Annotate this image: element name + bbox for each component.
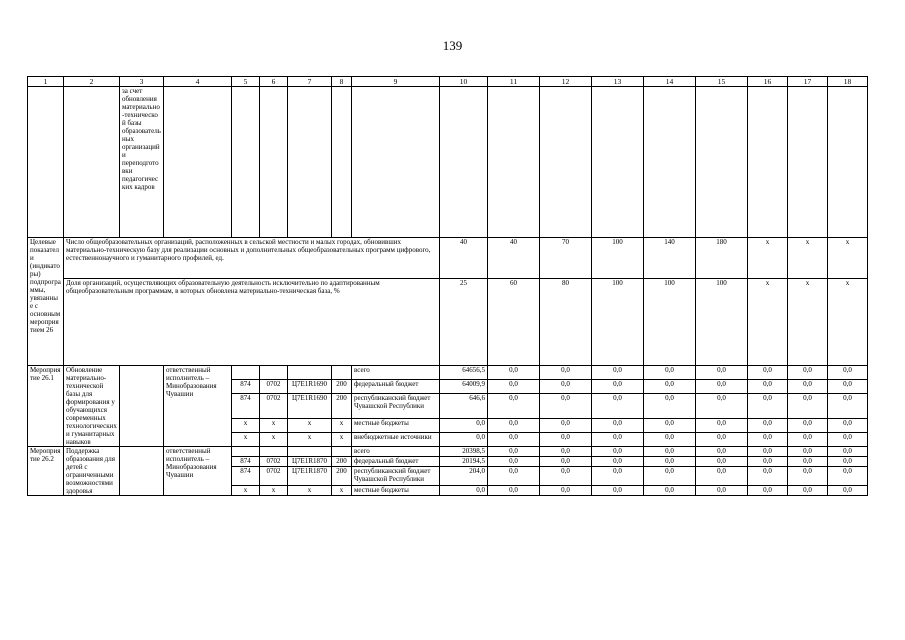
- funding-value: 0,0: [828, 485, 868, 495]
- funding-value: 0,0: [748, 379, 788, 393]
- column-number-header: 14: [644, 77, 696, 87]
- target-article-code: Ц7Е1R1690: [288, 393, 332, 419]
- expense-type-code: 200: [332, 393, 352, 419]
- funding-value: 0,0: [828, 457, 868, 467]
- ministry-code: 874: [232, 393, 260, 419]
- funding-value: 0,0: [644, 366, 696, 380]
- indicator-row: [28, 279, 868, 366]
- target-article-code: [288, 447, 332, 457]
- measure-executor: ответственный исполнитель – Минобразования Чувашии: [164, 366, 232, 447]
- ministry-code: [232, 447, 260, 457]
- section-code: x: [260, 433, 288, 447]
- funding-value: 0,0: [696, 457, 748, 467]
- section-code: 0702: [260, 393, 288, 419]
- target-article-code: x: [288, 433, 332, 447]
- funding-value: 0,0: [644, 447, 696, 457]
- target-article-code: Ц7Е1R1690: [288, 379, 332, 393]
- column-number-header: 18: [828, 77, 868, 87]
- target-article-code: Ц7Е1R1870: [288, 467, 332, 486]
- funding-value: 0,0: [540, 379, 592, 393]
- funding-value: 0,0: [592, 447, 644, 457]
- funding-value: 0,0: [592, 393, 644, 419]
- column-number-header: 2: [64, 77, 120, 87]
- funding-value: 0,0: [788, 467, 828, 486]
- indicator-value: 100: [696, 279, 748, 366]
- funding-value: 0,0: [696, 467, 748, 486]
- funding-value: 0,0: [828, 366, 868, 380]
- funding-value: 0,0: [748, 457, 788, 467]
- funding-value: 0,0: [440, 419, 488, 433]
- funding-value: 0,0: [748, 393, 788, 419]
- expense-type-code: [332, 447, 352, 457]
- funding-value: 0,0: [748, 366, 788, 380]
- funding-value: 64656,5: [440, 366, 488, 380]
- funding-value: 0,0: [644, 393, 696, 419]
- column-number-header: 13: [592, 77, 644, 87]
- section-code: x: [260, 419, 288, 433]
- funding-value: 0,0: [696, 393, 748, 419]
- funding-value: 0,0: [592, 485, 644, 495]
- ministry-code: x: [232, 433, 260, 447]
- measure-executor: ответственный исполнитель – Минобразования Чувашии: [164, 447, 232, 496]
- page-number: 139: [442, 38, 463, 53]
- column-number-header: 11: [488, 77, 540, 87]
- funding-value: 0,0: [592, 366, 644, 380]
- funding-source: республиканский бюджет Чувашской Республики: [352, 467, 440, 486]
- funding-value: 0,0: [440, 433, 488, 447]
- expense-type-code: 200: [332, 467, 352, 486]
- ministry-code: 874: [232, 457, 260, 467]
- column-number-header: 9: [352, 77, 440, 87]
- target-article-code: x: [288, 419, 332, 433]
- funding-value: 0,0: [788, 419, 828, 433]
- funding-value: 0,0: [644, 379, 696, 393]
- measure-row: [28, 366, 868, 380]
- funding-value: 0,0: [440, 485, 488, 495]
- funding-value: 0,0: [828, 467, 868, 486]
- funding-value: 0,0: [644, 419, 696, 433]
- funding-value: 0,0: [592, 419, 644, 433]
- section-code: [260, 366, 288, 380]
- column-number-header: 4: [164, 77, 232, 87]
- indicator-value: 70: [540, 238, 592, 279]
- target-article-code: [288, 366, 332, 380]
- funding-value: 646,6: [440, 393, 488, 419]
- funding-value: 0,0: [748, 447, 788, 457]
- indicator-text: Число общеобразовательных организаций, расположенных в сельской местности и малых городах, обновивших материально-техническую базу для реализации основных и дополнительных общеобразовательных программ цифрового, естественнонаучного и гуманитарного профилей, ед.: [64, 238, 440, 279]
- funding-value: 0,0: [828, 433, 868, 447]
- funding-value: 0,0: [488, 457, 540, 467]
- expense-type-code: x: [332, 419, 352, 433]
- indicator-value: 40: [488, 238, 540, 279]
- funding-value: 0,0: [696, 366, 748, 380]
- indicator-value: 25: [440, 279, 488, 366]
- funding-value: 0,0: [540, 485, 592, 495]
- funding-value: 0,0: [488, 393, 540, 419]
- funding-value: 0,0: [788, 393, 828, 419]
- funding-source: всего: [352, 447, 440, 457]
- section-code: 0702: [260, 379, 288, 393]
- column-number-header: 10: [440, 77, 488, 87]
- column-number-header: 8: [332, 77, 352, 87]
- funding-value: 0,0: [788, 366, 828, 380]
- funding-value: 0,0: [748, 433, 788, 447]
- indicator-value: 180: [696, 238, 748, 279]
- funding-value: 0,0: [488, 366, 540, 380]
- measure-name: Обновление материально-технической базы для формирования у обучающихся современных технологических и гуманитарных навыков: [64, 366, 120, 447]
- funding-value: 0,0: [488, 447, 540, 457]
- measure-row: [28, 447, 868, 457]
- section-code: 0702: [260, 457, 288, 467]
- funding-value: 20194,5: [440, 457, 488, 467]
- funding-value: 0,0: [488, 419, 540, 433]
- funding-value: 0,0: [828, 447, 868, 457]
- target-article-code: x: [288, 485, 332, 495]
- indicator-value: 80: [540, 279, 592, 366]
- funding-value: 0,0: [540, 467, 592, 486]
- funding-value: 0,0: [644, 433, 696, 447]
- funding-value: 0,0: [488, 485, 540, 495]
- funding-value: 0,0: [788, 433, 828, 447]
- section-code: x: [260, 485, 288, 495]
- indicator-value: 60: [488, 279, 540, 366]
- indicator-value: x: [788, 238, 828, 279]
- indicator-value: 40: [440, 238, 488, 279]
- expense-type-code: 200: [332, 457, 352, 467]
- column-number-header: 5: [232, 77, 260, 87]
- column-number-header: 12: [540, 77, 592, 87]
- funding-value: 0,0: [748, 419, 788, 433]
- funding-value: 0,0: [696, 419, 748, 433]
- ministry-code: x: [232, 419, 260, 433]
- indicator-value: 100: [644, 279, 696, 366]
- column-number-header: 7: [288, 77, 332, 87]
- funding-source: федеральный бюджет: [352, 457, 440, 467]
- funding-value: 0,0: [788, 485, 828, 495]
- column-number-header: 17: [788, 77, 828, 87]
- funding-value: 0,0: [488, 433, 540, 447]
- column-number-header: 6: [260, 77, 288, 87]
- budget-table: [27, 76, 868, 496]
- funding-value: 0,0: [828, 393, 868, 419]
- funding-value: 0,0: [644, 457, 696, 467]
- funding-value: 20398,5: [440, 447, 488, 457]
- target-article-code: Ц7Е1R1870: [288, 457, 332, 467]
- indicator-value: x: [748, 238, 788, 279]
- funding-value: 0,0: [828, 419, 868, 433]
- funding-value: 0,0: [488, 379, 540, 393]
- funding-value: 0,0: [540, 433, 592, 447]
- funding-value: 0,0: [644, 485, 696, 495]
- indicator-row: [28, 238, 868, 279]
- empty-cell: [120, 366, 164, 447]
- indicator-value: 140: [644, 238, 696, 279]
- ministry-code: [232, 366, 260, 380]
- column-number-header: 3: [120, 77, 164, 87]
- funding-value: 0,0: [540, 366, 592, 380]
- funding-value: 0,0: [696, 379, 748, 393]
- funding-value: 0,0: [748, 467, 788, 486]
- indicator-label: Целевые показатели (индикаторы) подпрограммы, увязанные с основным мероприятием 26: [28, 238, 64, 366]
- funding-source: местные бюджеты: [352, 485, 440, 495]
- funding-value: 0,0: [696, 447, 748, 457]
- measure-name-continued: за счет обновления материально-технической базы образовательных организаций и переподготовки педагогических кадров: [120, 87, 164, 238]
- column-number-header: 16: [748, 77, 788, 87]
- funding-value: 64009,9: [440, 379, 488, 393]
- column-number-header: 1: [28, 77, 64, 87]
- funding-source: внебюджетные источники: [352, 433, 440, 447]
- indicator-text: Доля организаций, осуществляющих образовательную деятельность исключительно по адаптированным общеобразовательным программам, в которых обновлена материально-техническая база, %: [64, 279, 440, 366]
- funding-value: 0,0: [488, 467, 540, 486]
- funding-value: 0,0: [540, 457, 592, 467]
- funding-value: 0,0: [592, 467, 644, 486]
- funding-value: 0,0: [788, 457, 828, 467]
- funding-value: 0,0: [644, 467, 696, 486]
- funding-value: 0,0: [592, 433, 644, 447]
- funding-value: 0,0: [696, 485, 748, 495]
- funding-value: 0,0: [540, 447, 592, 457]
- expense-type-code: 200: [332, 379, 352, 393]
- ministry-code: 874: [232, 467, 260, 486]
- indicator-value: x: [788, 279, 828, 366]
- funding-value: 0,0: [696, 433, 748, 447]
- funding-value: 0,0: [540, 393, 592, 419]
- indicator-value: x: [748, 279, 788, 366]
- section-code: [260, 447, 288, 457]
- expense-type-code: [332, 366, 352, 380]
- funding-value: 0,0: [828, 379, 868, 393]
- measure-name: Поддержка образования для детей с ограниченными возможностями здоровья: [64, 447, 120, 496]
- funding-source: республиканский бюджет Чувашской Республики: [352, 393, 440, 419]
- empty-cell: [120, 447, 164, 496]
- expense-type-code: x: [332, 485, 352, 495]
- funding-value: 0,0: [748, 485, 788, 495]
- funding-value: 0,0: [540, 419, 592, 433]
- measure-label: Мероприятие 26.1: [28, 366, 64, 447]
- funding-value: 0,0: [592, 457, 644, 467]
- funding-source: федеральный бюджет: [352, 379, 440, 393]
- ministry-code: x: [232, 485, 260, 495]
- funding-value: 204,0: [440, 467, 488, 486]
- funding-value: 0,0: [592, 379, 644, 393]
- column-number-header: 15: [696, 77, 748, 87]
- ministry-code: 874: [232, 379, 260, 393]
- measure-label: Мероприятие 26.2: [28, 447, 64, 496]
- indicator-value: 100: [592, 238, 644, 279]
- funding-source: всего: [352, 366, 440, 380]
- funding-value: 0,0: [788, 447, 828, 457]
- header-row: [28, 77, 868, 87]
- indicator-value: x: [828, 238, 868, 279]
- funding-source: местные бюджеты: [352, 419, 440, 433]
- expense-type-code: x: [332, 433, 352, 447]
- indicator-value: 100: [592, 279, 644, 366]
- funding-value: 0,0: [788, 379, 828, 393]
- continuation-row: [28, 87, 868, 238]
- indicator-value: x: [828, 279, 868, 366]
- section-code: 0702: [260, 467, 288, 486]
